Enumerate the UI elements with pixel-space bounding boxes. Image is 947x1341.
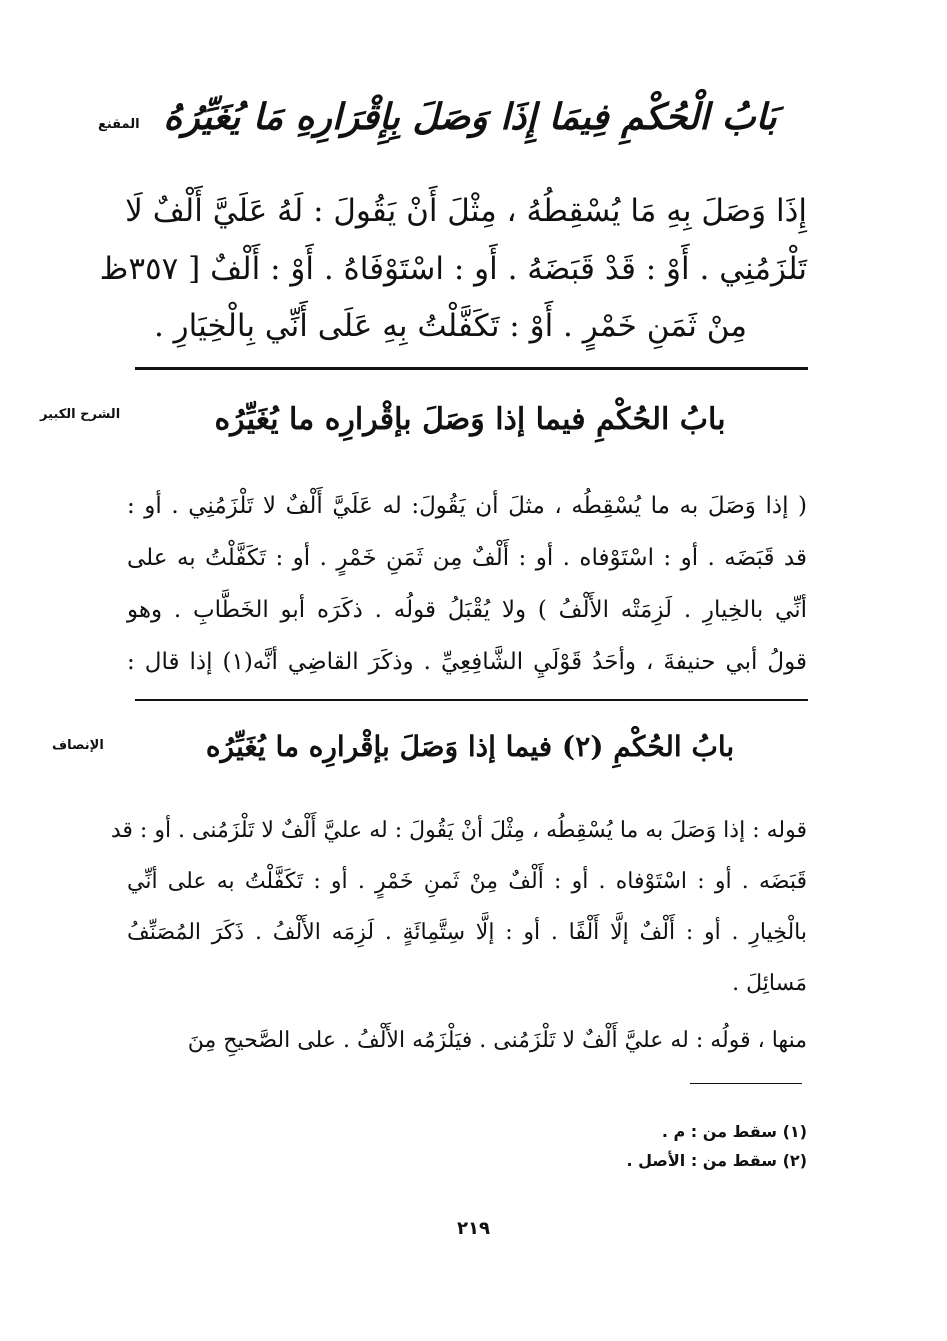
section-label-sharh-kabir: الشرح الكبير xyxy=(40,407,121,422)
sharh-text-line: قولُ أبي حنيفةَ ، وأحَدُ قَوْلَيِ الشَّافِعِيِّ . وذكَرَ القاضِي أنَّه(١) إذا قال : xyxy=(127,649,807,675)
sharh-text-line: قد قَبَضَه . أو : اسْتَوْفاه . أو : أَلْفٌ مِن ثَمَنِ خَمْرٍ . أو : تَكَفَّلْتُ به على xyxy=(127,545,807,571)
section-title-muqni: بَابُ الْحُكْمِ فِيمَا إِذَا وَصَلَ بِإِقْرَارِهِ مَا يُغَيِّرُهُ xyxy=(163,96,777,138)
insaf-text-line: مَسائِلَ . xyxy=(732,971,807,996)
insaf-text-line: بالْخِيارِ . أو : أَلْفٌ إلَّا أَلْفًا . أو : إلَّا سِتَّمِائَةٍ . لَزِمَه الأَلْفُ . ذَكَرَ المُصَنِّفُ xyxy=(127,920,807,945)
insaf-text-line: قوله : إذا وَصَلَ به ما يُسْقِطُه ، مِثْلَ أنْ يَقُولَ : له عليَّ أَلْفٌ لا تَلْزَمُنى . أو : قد xyxy=(110,818,807,843)
muqni-text-line: إِذَا وَصَلَ بِهِ مَا يُسْقِطُهُ ، مِثْلَ أَنْ يَقُولَ : لَهُ عَلَيَّ أَلْفٌ لَا xyxy=(125,193,807,229)
muqni-text-line: مِنْ ثَمَنِ خَمْرٍ . أَوْ : تَكَفَّلْتُ بِهِ عَلَى أَنِّي بِالْخِيَارِ . xyxy=(153,308,747,344)
footnote-separator xyxy=(690,1083,802,1084)
insaf-text-line: قَبَضَه . أو : اسْتَوْفاه . أو : أَلْفٌ مِنْ ثَمنِ خَمْرٍ . أو : تَكَفَّلْتُ به على أنِّي xyxy=(127,869,807,894)
section-title-sharh-kabir: بابُ الحُكْمِ فيما إذا وَصَلَ بإقْرارِه ما يُغَيِّرُه xyxy=(214,402,726,437)
section-label-muqni: المقنع xyxy=(98,117,140,132)
section-label-insaf: الإنصاف xyxy=(52,738,104,753)
page-number: ٢١٩ xyxy=(457,1218,490,1239)
muqni-text-line: تَلْزَمُنِي . أَوْ : قَدْ قَبَضَهُ . أَو : اسْتَوْفَاهُ . أَوْ : أَلْفٌ [ ٣٥٧ظ xyxy=(99,251,807,287)
insaf-text-line: منها ، قولُه : له عليَّ أَلْفٌ لا تَلْزَمُنى . فيَلْزَمُه الأَلْفُ . على الصَّحيحِ مِنَ xyxy=(187,1028,807,1053)
footnote: (٢) سقط من : الأصل . xyxy=(626,1151,807,1170)
section-divider xyxy=(135,699,808,701)
sharh-text-line: ( إذا وَصَلَ به ما يُسْقِطُه ، مثلَ أن يَقُولَ: له عَلَيَّ أَلْفٌ لا تَلْزَمُنِي . أو : xyxy=(127,493,807,519)
section-title-insaf: بابُ الحُكْمِ (٢) فيما إذا وَصَلَ بإقْرارِه ما يُغَيِّرُه xyxy=(205,730,735,763)
sharh-text-line: أنِّي بالخِيارِ . لَزِمَتْه الأَلْفُ ) ولا يُقْبَلُ قولُه . ذكَرَه أبو الخَطَّابِ . وهو xyxy=(127,597,807,623)
footnote: (١) سقط من : م . xyxy=(661,1122,807,1141)
section-divider xyxy=(135,367,808,370)
